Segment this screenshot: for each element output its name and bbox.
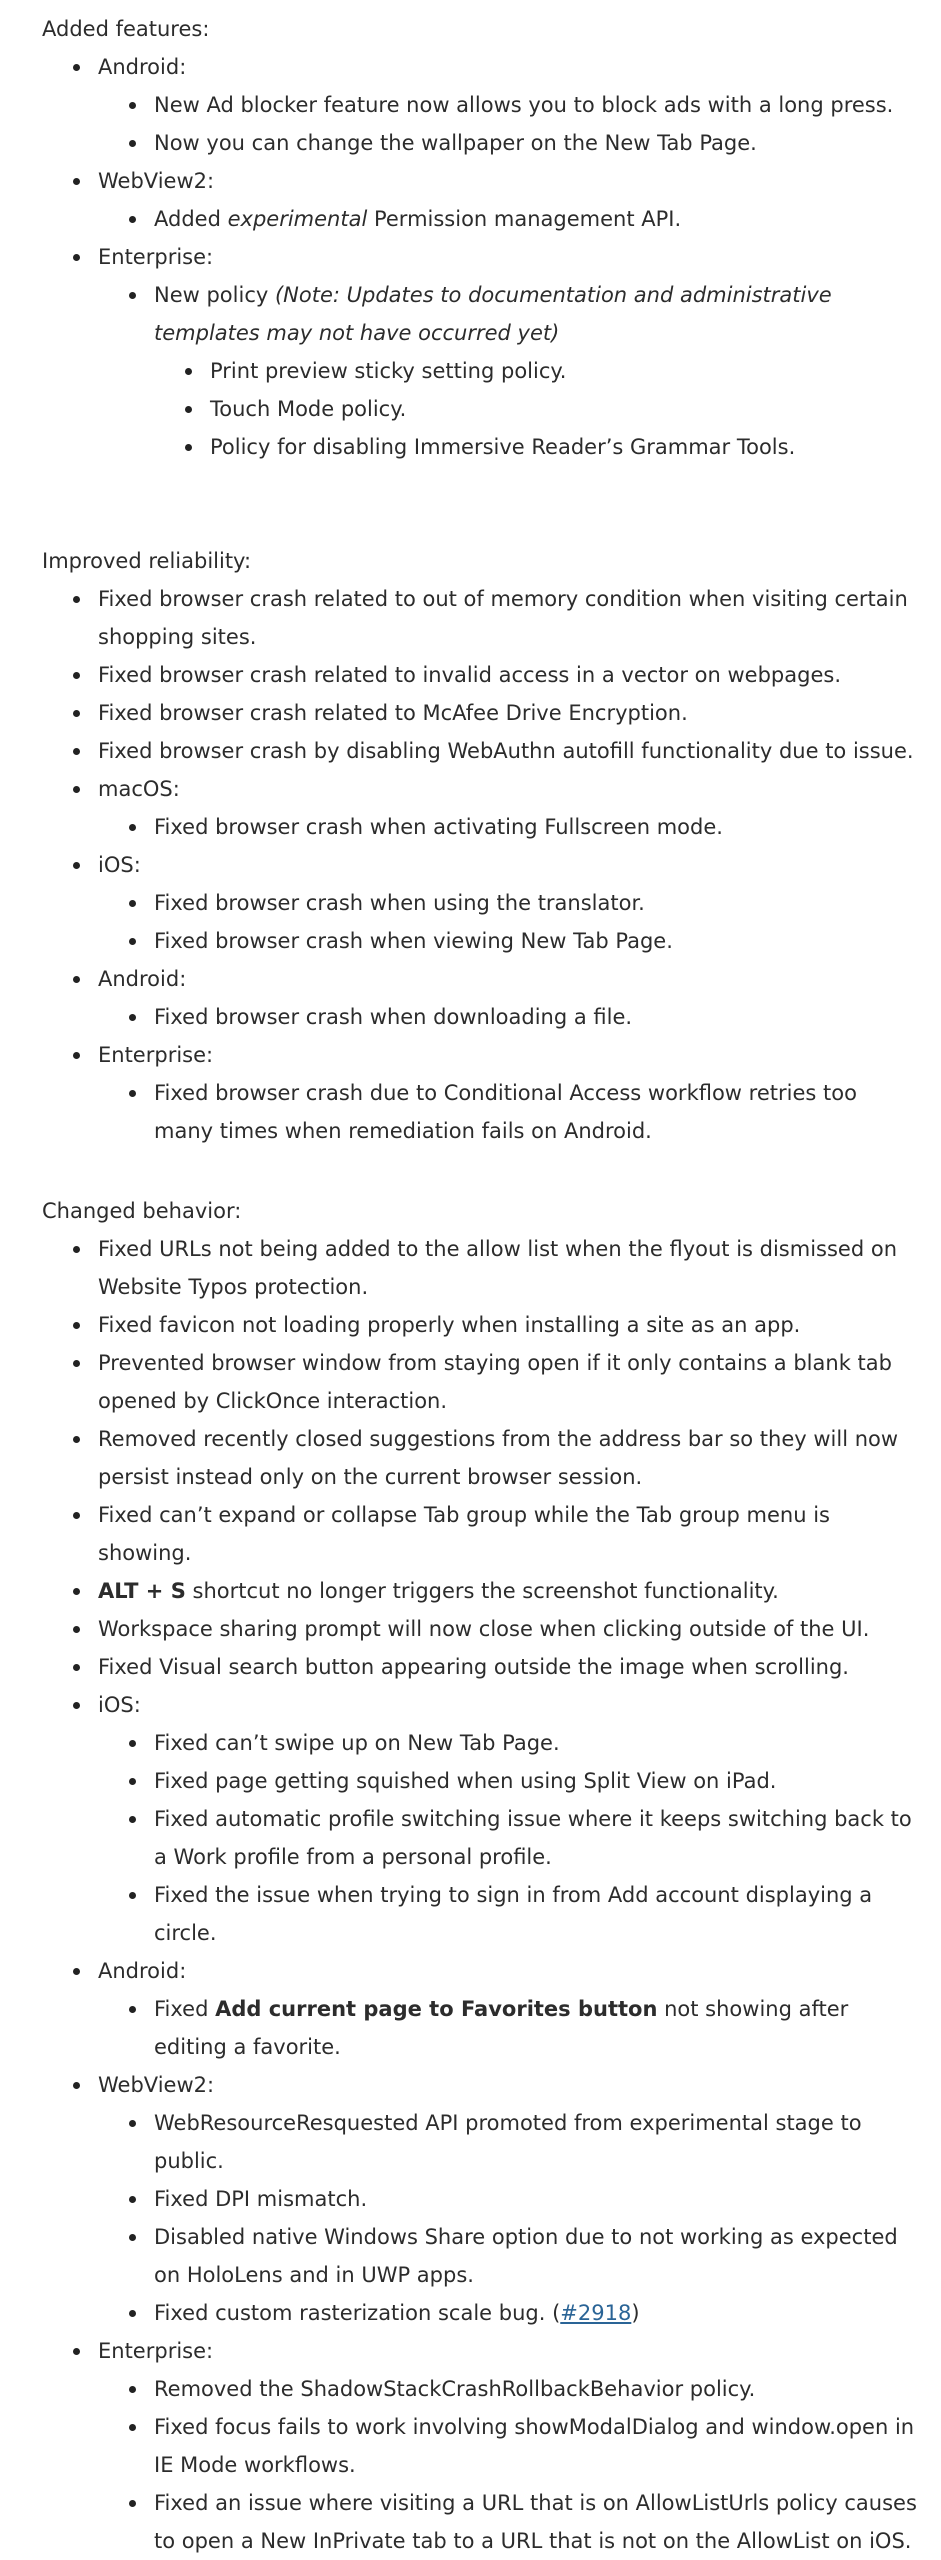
list-item: Fixed browser crash when using the translator. [154,884,922,922]
list-item: Fixed the issue when trying to sign in from Add account displaying a circle. [154,1876,922,1952]
text: Permission management API. [367,207,682,231]
sub-list [98,276,922,466]
platform-label: macOS: [98,777,180,801]
list-item: Policy for disabling Immersive Reader’s Grammar Tools. [210,428,922,466]
platform-label: WebView2: [98,169,215,193]
list-item: Fixed Visual search button appearing outside the image when scrolling. [98,1648,922,1686]
list-item: Fixed browser crash when activating Fullscreen mode. [154,808,922,846]
list-item [98,1572,922,1610]
list-item: Fixed browser crash by disabling WebAuthn autofill functionality due to issue. [98,732,922,770]
shortcut-keys: ALT + S [98,1579,186,1603]
list-item [98,770,922,846]
emphasis-text: experimental [227,207,368,231]
section-spacer [42,1150,922,1192]
list-item: Fixed DPI mismatch. [154,2180,922,2218]
platform-label: Android: [98,55,187,79]
list-item [154,276,922,466]
text: ) [631,2301,640,2325]
list-item: Fixed browser crash related to invalid access in a vector on webpages. [98,656,922,694]
improved-reliability-list [42,580,922,1150]
list-item [98,960,922,1036]
list-item [154,200,922,238]
added-features-heading: Added features: [42,17,210,41]
list-item: Fixed browser crash related to McAfee Drive Encryption. [98,694,922,732]
list-item: Disabled native Windows Share option due to not working as expected on HoloLens and in UWP apps. [154,2218,922,2294]
list-item: Fixed browser crash when viewing New Tab Page. [154,922,922,960]
platform-label: Android: [98,967,187,991]
text: Fixed [154,1997,216,2021]
list-item: Fixed can’t expand or collapse Tab group while the Tab group menu is showing. [98,1496,922,1572]
issue-link[interactable]: #2918 [560,2301,632,2325]
text: New policy [154,283,275,307]
list-item [154,2294,922,2332]
list-item: Print preview sticky setting policy. [210,352,922,390]
platform-label: Enterprise: [98,245,214,269]
list-item [154,1990,922,2066]
sub-list [98,808,922,846]
improved-reliability-heading: Improved reliability: [42,549,252,573]
sub-list [98,200,922,238]
sub-list [98,998,922,1036]
list-item: Fixed automatic profile switching issue where it keeps switching back to a Work profile from a personal profile. [154,1800,922,1876]
sub-list [98,86,922,162]
list-item: Fixed browser crash due to Conditional Access workflow retries too many times when remediation fails on Android. [154,1074,922,1150]
list-item: Fixed focus fails to work involving showModalDialog and window.open in IE Mode workflows. [154,2408,922,2484]
section-spacer [42,466,922,542]
list-item [98,238,922,466]
list-item: Removed the ShadowStackCrashRollbackBehavior policy. [154,2370,922,2408]
list-item [98,1952,922,2066]
platform-label: iOS: [98,1693,141,1717]
sub-list [98,1724,922,1952]
changed-behavior-list [42,1230,922,2560]
list-item: Fixed URLs not being added to the allow list when the flyout is dismissed on Website Typos protection. [98,1230,922,1306]
list-item [98,2066,922,2332]
list-item: Now you can change the wallpaper on the New Tab Page. [154,124,922,162]
list-item [98,1036,922,1150]
text: Fixed custom rasterization scale bug. ( [154,2301,561,2325]
sub-list [98,884,922,960]
text: shortcut no longer triggers the screenshot functionality. [185,1579,779,1603]
list-item [98,48,922,162]
sub-list [98,1074,922,1150]
platform-label: Enterprise: [98,2339,214,2363]
changed-behavior-heading: Changed behavior: [42,1199,242,1223]
list-item: Prevented browser window from staying open if it only contains a blank tab opened by ClickOnce interaction. [98,1344,922,1420]
platform-label: Enterprise: [98,1043,214,1067]
favorites-button-name: Add current page to Favorites button [215,1997,658,2021]
list-item: WebResourceResquested API promoted from experimental stage to public. [154,2104,922,2180]
platform-label: iOS: [98,853,141,877]
list-item: Touch Mode policy. [210,390,922,428]
platform-label: Android: [98,1959,187,1983]
list-item [98,846,922,960]
text: not showing after editing a favorite. [154,1997,849,2059]
list-item: Fixed browser crash related to out of memory condition when visiting certain shopping sites. [98,580,922,656]
list-item [98,2332,922,2560]
sub-list [98,2104,922,2332]
list-item: Fixed page getting squished when using Split View on iPad. [154,1762,922,1800]
sub-list [154,352,922,466]
policy-note: (Note: Updates to documentation and administrative templates may not have occurred yet) [154,283,832,345]
sub-list [98,1990,922,2066]
platform-label: WebView2: [98,2073,215,2097]
list-item: Workspace sharing prompt will now close when clicking outside of the UI. [98,1610,922,1648]
list-item [98,1686,922,1952]
list-item: Fixed browser crash when downloading a file. [154,998,922,1036]
added-features-list [42,48,922,466]
list-item [98,162,922,238]
list-item: Fixed favicon not loading properly when installing a site as an app. [98,1306,922,1344]
list-item: Fixed can’t swipe up on New Tab Page. [154,1724,922,1762]
list-item: Fixed an issue where visiting a URL that is on AllowListUrls policy causes to open a New InPrivate tab to a URL that is not on the AllowList on iOS. [154,2484,922,2560]
sub-list [98,2370,922,2560]
list-item: New Ad blocker feature now allows you to block ads with a long press. [154,86,922,124]
text: Added [154,207,228,231]
list-item: Removed recently closed suggestions from the address bar so they will now persist instead only on the current browser session. [98,1420,922,1496]
